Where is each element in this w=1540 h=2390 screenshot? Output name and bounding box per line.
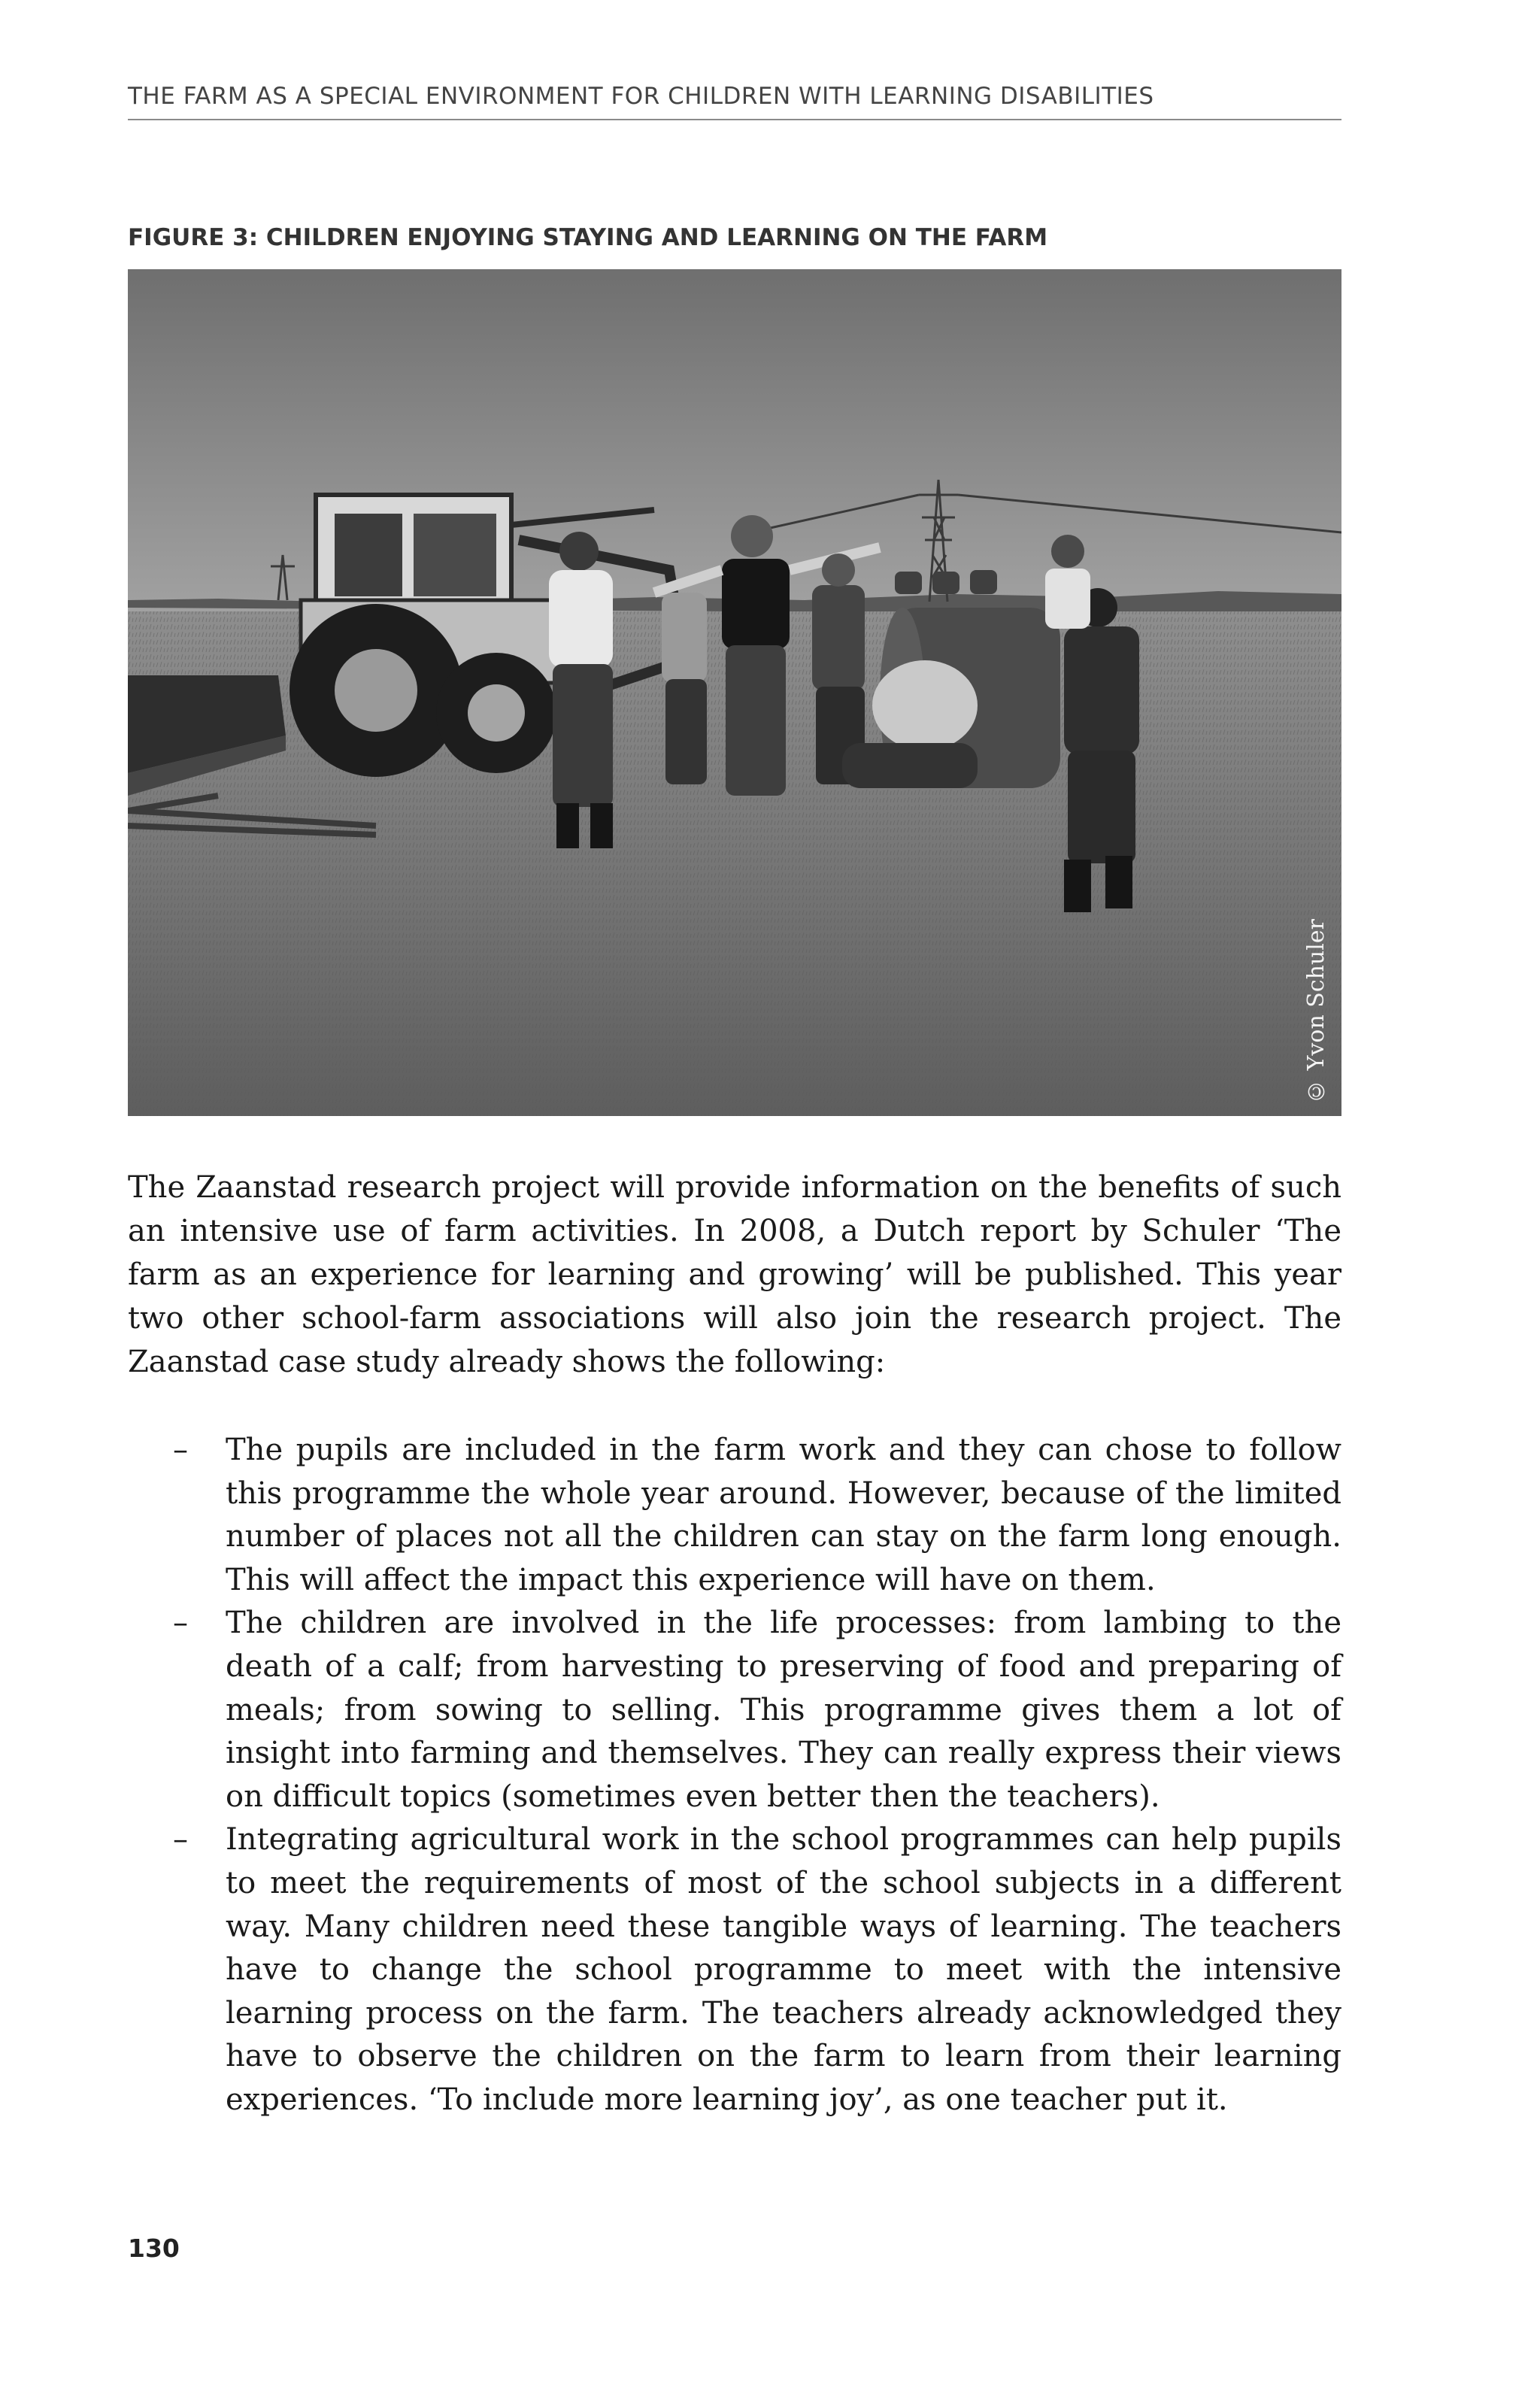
bullet-dash: – xyxy=(173,1606,188,1641)
figure-photo xyxy=(128,269,1341,1116)
bullet-dash: – xyxy=(173,1433,188,1467)
photo-credit: © Yvon Schuler xyxy=(1303,919,1329,1104)
list-item-text: Integrating agricultural work in the school programmes can help pupils to meet the requirements of most of the school subjects in a different way. Many children need these tangible ways of learning. The teachers have to change the school programme to meet with the intensive learning process on the farm. The teachers already acknowledged they have to observe the children on the farm to learn from their learning experiences. ‘To include more learning joy’, as one teacher put it. xyxy=(226,1822,1341,2117)
farm-photo-illustration xyxy=(128,269,1341,1116)
list-item xyxy=(128,1602,1341,1818)
running-head: THE FARM AS A SPECIAL ENVIRONMENT FOR CHILDREN WITH LEARNING DISABILITIES xyxy=(128,83,1154,110)
header-rule xyxy=(128,119,1341,120)
page-number: 130 xyxy=(128,2234,180,2263)
findings-list xyxy=(128,1429,1341,2122)
hay-bales xyxy=(895,570,997,594)
list-item xyxy=(128,1429,1341,1602)
list-item-text: The pupils are included in the farm work and they can chose to follow this programme the whole year around. However, because of the limited number of places not all the children can stay on the farm long enough. This will affect the impact this experience will have on them. xyxy=(226,1433,1341,1597)
list-item xyxy=(128,1818,1341,2122)
figure-caption: FIGURE 3: CHILDREN ENJOYING STAYING AND LEARNING ON THE FARM xyxy=(128,224,1048,251)
intro-paragraph: The Zaanstad research project will provide information on the benefits of such an intensive use of farm activities. In 2008, a Dutch report by Schuler ‘The farm as an experience for learning and growing’ will be published. This year two other school-farm associations will also join the research project. The Zaanstad case study already shows the following: xyxy=(128,1170,1341,1379)
bullet-dash: – xyxy=(173,1822,188,1858)
list-item-text: The children are involved in the life processes: from lambing to the death of a calf; from harvesting to preserving of food and preparing of meals; from sowing to selling. This programme gives them a lot of insight into farming and themselves. They can really express their views on difficult topics (sometimes even better then the teachers). xyxy=(226,1606,1341,1814)
